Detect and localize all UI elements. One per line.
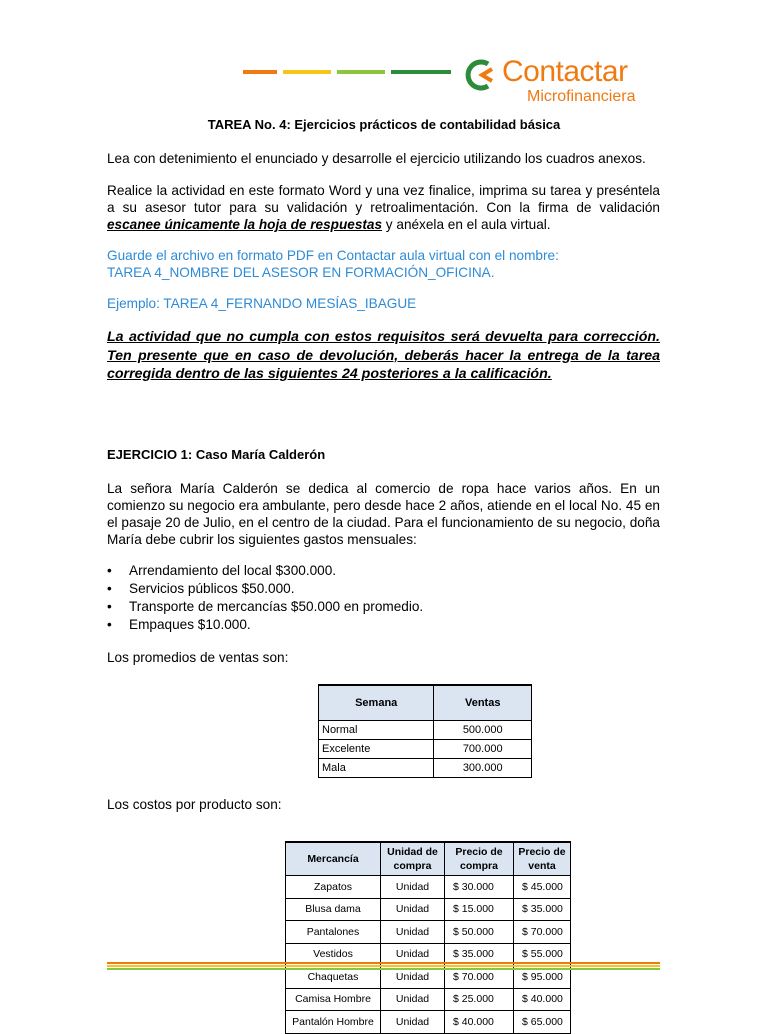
table-header-row [319,685,532,721]
stripe-orange [243,70,277,74]
sell-price-cell: $ 45.000 [514,876,571,899]
instructions-end: y anéxela en el aula virtual. [382,217,551,232]
instructions-emphasis: escanee únicamente la hoja de respuestas [107,217,383,232]
save-note-line1: Guarde el archivo en formato PDF en Contactar aula virtual con el nombre: [107,248,559,263]
expenses-list [107,562,423,634]
buy-price-cell: $ 35.000 [445,943,514,966]
exercise-heading: EJERCICIO 1: Caso María Calderón [107,447,326,462]
unit-cell: Unidad [381,988,445,1011]
example-line: Ejemplo: TAREA 4_FERNANDO MESÍAS_IBAGUE [107,296,417,311]
brand-name: Contactar [502,55,628,88]
list-item: • Arrendamiento del local $300.000. [107,562,423,580]
col-header-semana: Semana [319,685,434,721]
product-cell: Zapatos [286,876,381,899]
sell-price-cell: $ 70.000 [514,921,571,944]
footer-line-orange [107,962,660,964]
unit-cell: Unidad [381,876,445,899]
stripe-lightgreen [337,70,385,74]
costs-intro: Los costos por producto son: [107,797,282,812]
table-header-row [286,842,571,876]
instructions-text: Realice la actividad en este formato Word y una vez finalice, imprima su tarea y preséntela a su asesor tutor para su validación y retroalimentación. Con la firma de validación [107,183,660,215]
footer-line-green [107,968,660,970]
sell-price-cell: $ 40.000 [514,988,571,1011]
product-cell: Chaquetas [286,966,381,989]
list-item: • Servicios públicos $50.000. [107,580,423,598]
product-cell: Pantalones [286,921,381,944]
table-row [286,1011,571,1034]
product-cell: Pantalón Hombre [286,1011,381,1034]
col-header-precio-venta: Precio de venta [514,842,571,876]
sales-cell: 700.000 [434,740,532,759]
unit-cell: Unidad [381,966,445,989]
col-header-unidad: Unidad de compra [381,842,445,876]
table-row [286,876,571,899]
sales-intro: Los promedios de ventas son: [107,650,289,665]
sell-price-cell: $ 65.000 [514,1011,571,1034]
contactar-logo-icon [462,58,498,92]
unit-cell: Unidad [381,898,445,921]
table-row [286,921,571,944]
brand-subtitle: Microfinanciera [527,88,636,105]
buy-price-cell: $ 50.000 [445,921,514,944]
week-cell: Normal [319,721,434,740]
unit-cell: Unidad [381,1011,445,1034]
sales-table [318,684,532,778]
instructions-paragraph [107,182,660,233]
stripe-yellow [283,70,331,74]
week-cell: Excelente [319,740,434,759]
sales-cell: 300.000 [434,759,532,778]
footer-line-yellow [107,965,660,967]
document-title: TAREA No. 4: Ejercicios prácticos de contabilidad básica [207,117,561,132]
intro-paragraph: Lea con detenimiento el enunciado y desarrolle el ejercicio utilizando los cuadros anexos. [107,151,646,166]
table-row [286,988,571,1011]
costs-table [285,841,571,1034]
sell-price-cell: $ 95.000 [514,966,571,989]
col-header-mercancia: Mercancía [286,842,381,876]
table-row [319,759,532,778]
sell-price-cell: $ 55.000 [514,943,571,966]
warning-paragraph: La actividad que no cumpla con estos requisitos será devuelta para corrección. Ten presente que en caso de devolución, deberás hacer la entrega de la tarea corregida dentro de las siguientes 24 posteriores a la calificación. [107,329,660,382]
unit-cell: Unidad [381,921,445,944]
product-cell: Blusa dama [286,898,381,921]
buy-price-cell: $ 40.000 [445,1011,514,1034]
week-cell: Mala [319,759,434,778]
col-header-precio-compra: Precio de compra [445,842,514,876]
product-cell: Vestidos [286,943,381,966]
sales-cell: 500.000 [434,721,532,740]
buy-price-cell: $ 15.000 [445,898,514,921]
case-paragraph: La señora María Calderón se dedica al comercio de ropa hace varios años. En un comienzo su negocio era ambulante, pero desde hace 2 años, atiende en el local No. 45 en el pasaje 20 de Julio, en el centro de la ciudad. Para el funcionamiento de su negocio, doña María debe cubrir los siguientes gastos mensuales: [107,481,660,547]
list-item: • Transporte de mercancías $50.000 en promedio. [107,598,423,616]
sell-price-cell: $ 35.000 [514,898,571,921]
buy-price-cell: $ 25.000 [445,988,514,1011]
col-header-ventas: Ventas [434,685,532,721]
table-row [286,898,571,921]
table-row [319,721,532,740]
save-note-line2: TAREA 4_NOMBRE DEL ASESOR EN FORMACIÓN_OFICINA. [107,265,495,280]
table-row [319,740,532,759]
list-item: • Empaques $10.000. [107,616,423,634]
product-cell: Camisa Hombre [286,988,381,1011]
buy-price-cell: $ 30.000 [445,876,514,899]
buy-price-cell: $ 70.000 [445,966,514,989]
stripe-darkgreen [391,70,451,74]
unit-cell: Unidad [381,943,445,966]
